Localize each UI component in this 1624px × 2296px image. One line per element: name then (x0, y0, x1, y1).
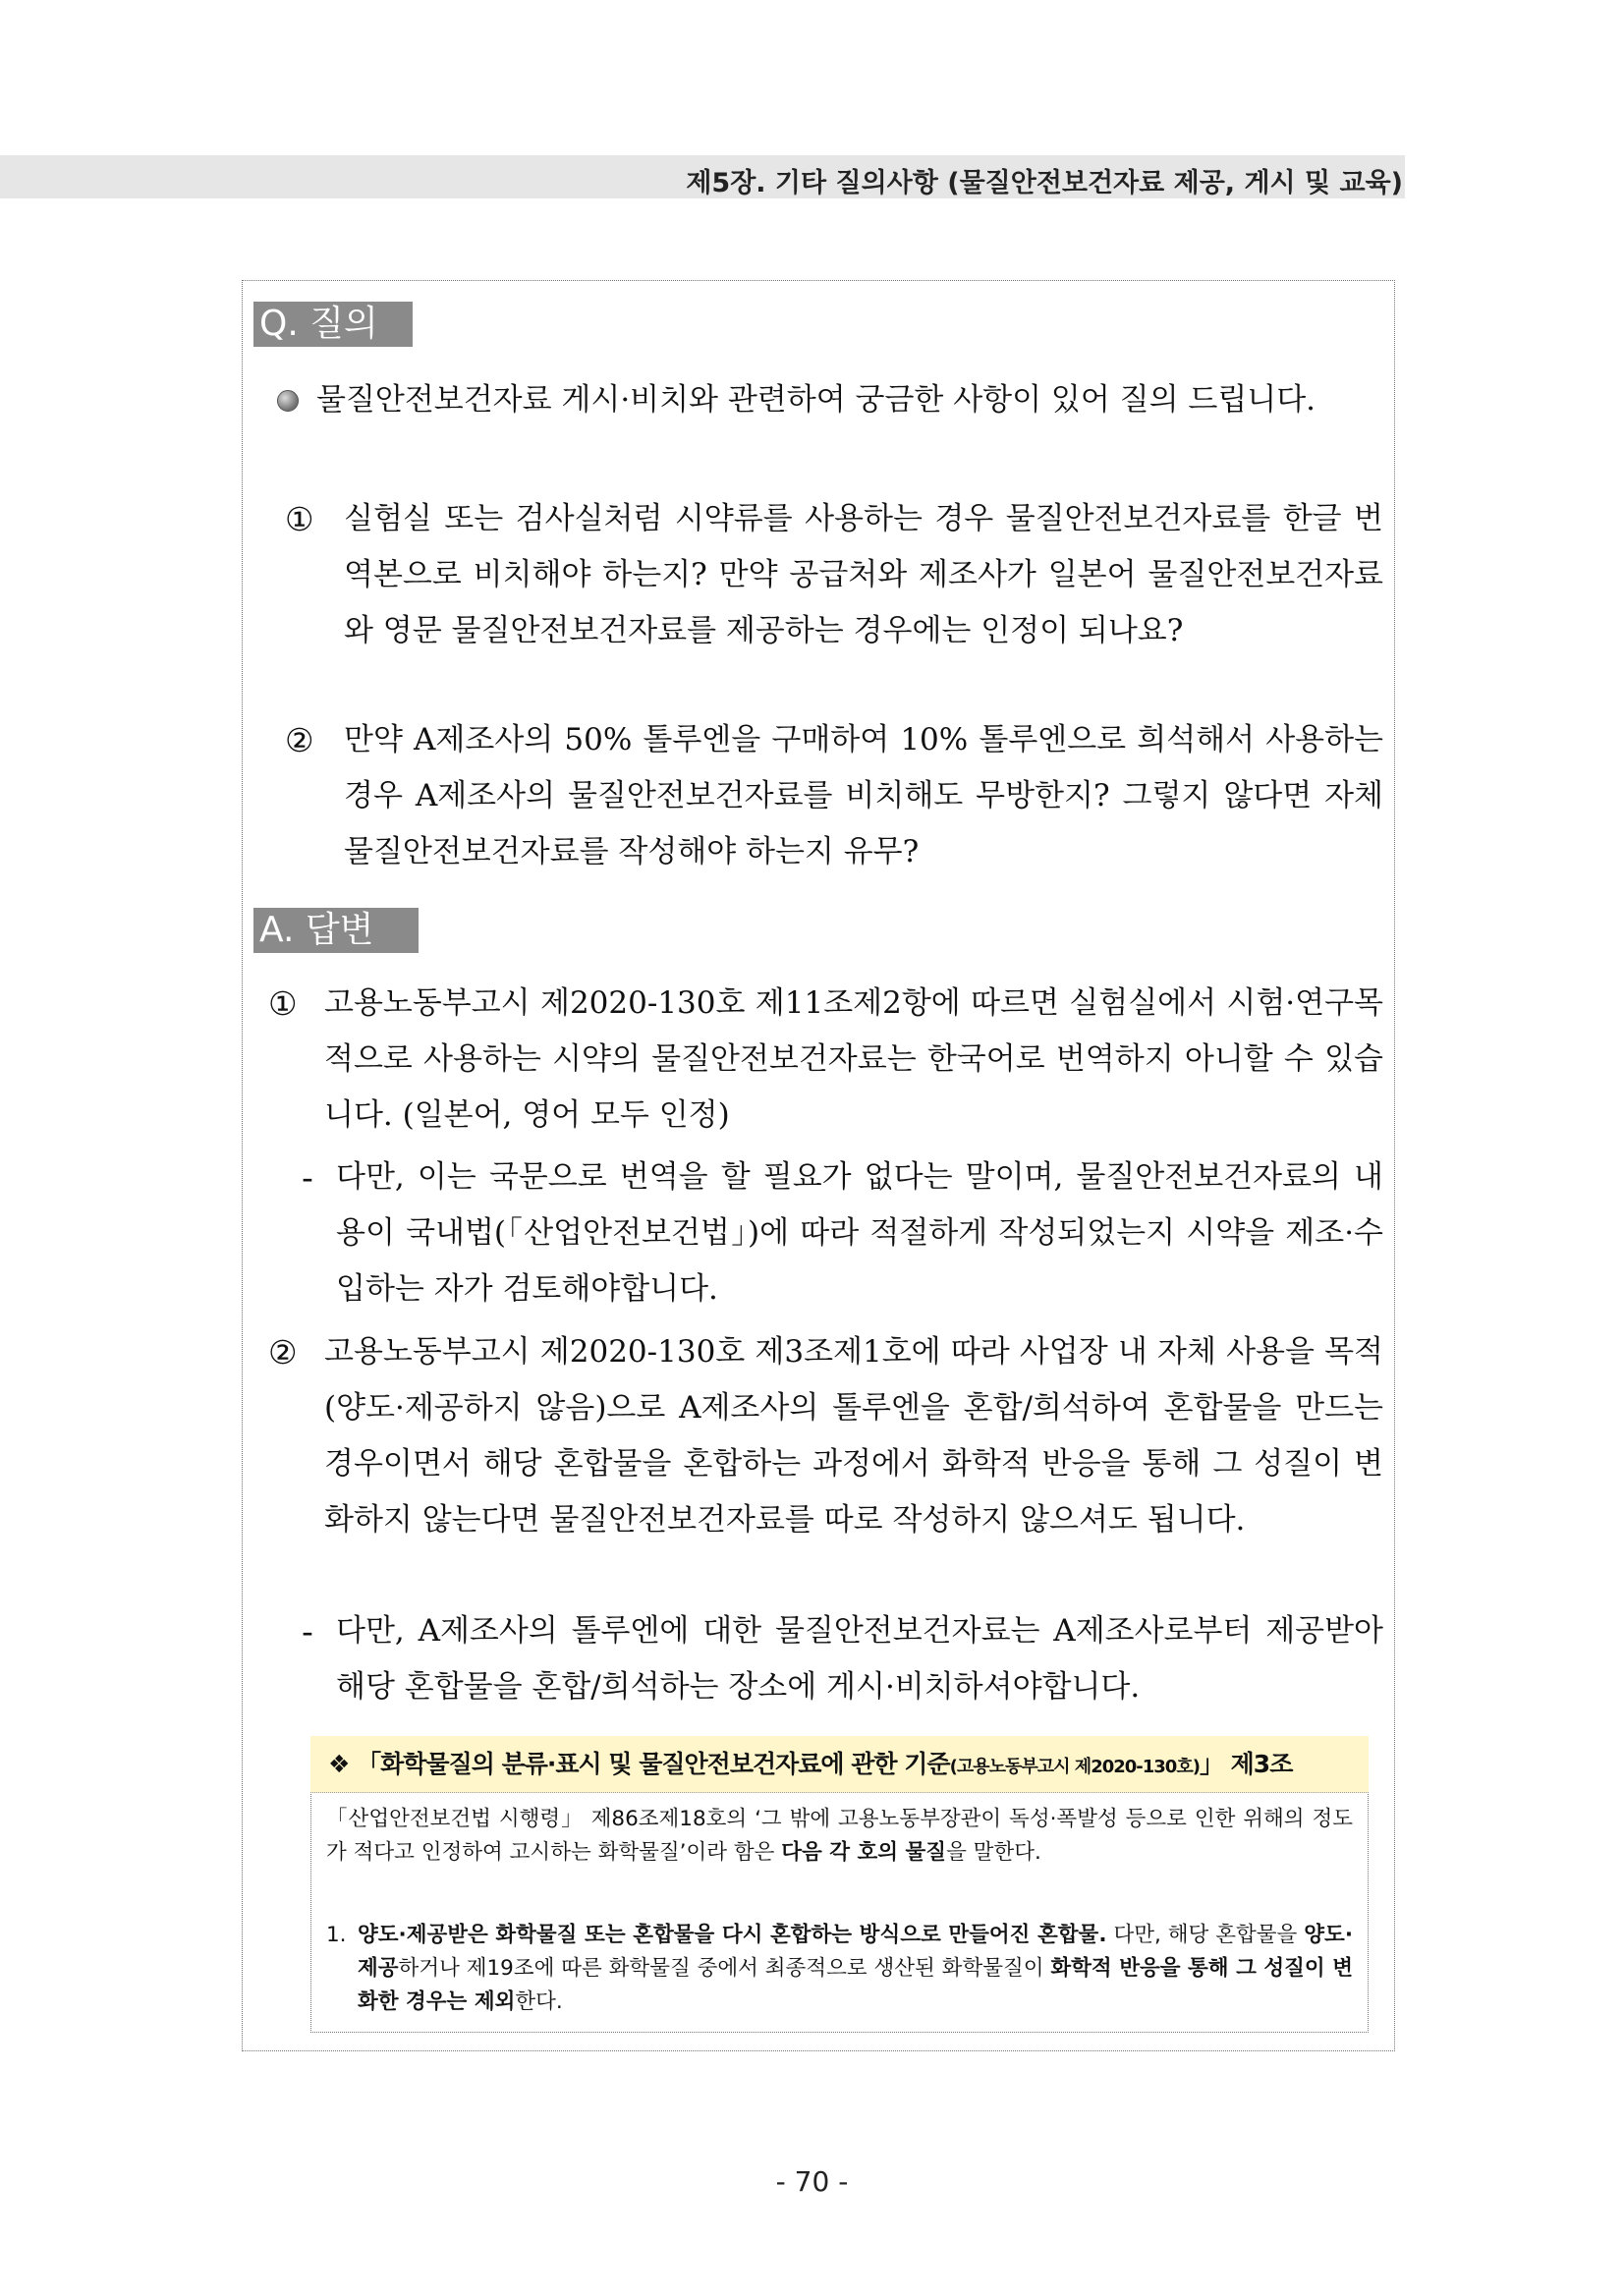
reference-para-text-1: 「산업안전보건법 시행령」 제86조제18호의 ‘그 밖에 고용노동부장관이 독성·폭발성 등으로 인한 위해의 정도가 적다고 인정하여 고시하는 화학물질’이라 함은 (326, 1807, 1353, 1865)
reference-title-small: (고용노동부고시 제2020-130호) (949, 1757, 1200, 1777)
question-item-1-marker: ① (285, 500, 314, 538)
reference-title-prefix: ❖ 「화학물질의 분류·표시 및 물질안전보건자료에 관한 기준 (328, 1750, 950, 1778)
question-intro: 물질안전보건자료 게시·비치와 관련하여 궁금한 사항이 있어 질의 드립니다. (316, 382, 1316, 418)
reference-item-text-2: 하거나 제19조에 따른 화학물질 중에서 최종적으로 생산된 화학물질이 (398, 1956, 1051, 1981)
reference-item-text (358, 1919, 1353, 2019)
reference-para-text-2: 을 말한다. (946, 1840, 1041, 1865)
answer-item-1-marker: ① (268, 984, 298, 1023)
answer-label: A. 답변 (253, 908, 419, 953)
question-item-2-text: 만약 A제조사의 50% 톨루엔을 구매하여 10% 톨루엔으로 희석해서 사용하는 경우 A제조사의 물질안전보건자료를 비치해도 무방한지? 그렇지 않다면 자체 물질안전보건자료를 작성해야 하는지 유무? (344, 722, 1383, 869)
reference-item-bold-3: 화학적 반응을 통해 그 성질이 변화한 경우는 제외 (358, 1956, 1353, 2014)
reference-para-bold: 다음 각 호의 물질 (781, 1840, 947, 1865)
reference-title-suffix: 」 제3조 (1199, 1750, 1293, 1778)
question-item-1-text: 실험실 또는 검사실처럼 시약류를 사용하는 경우 물질안전보건자료를 한글 번역본으로 비치해야 하는지? 만약 공급처와 제조사가 일본어 물질안전보건자료와 영문 물질안전보건자료를 제공하는 경우에는 인정이 되나요? (344, 501, 1383, 648)
answer-note-1-text: 다만, 이는 국문으로 번역을 할 필요가 없다는 말이며, 물질안전보건자료의 내용이 국내법(「산업안전보건법」)에 따라 적절하게 작성되었는지 시약을 제조·수입하는 자가 검토해야합니다. (336, 1159, 1383, 1307)
question-label: Q. 질의 (253, 302, 413, 347)
question-item-2-marker: ② (285, 721, 314, 759)
reference-paragraph (326, 1803, 1353, 1870)
chapter-header: 제5장. 기타 질의사항 (물질안전보건자료 제공, 게시 및 교육) (686, 168, 1403, 198)
answer-note-2-text: 다만, A제조사의 톨루엔에 대한 물질안전보건자료는 A제조사로부터 제공받아 해당 혼합물을 혼합/희석하는 장소에 게시·비치하셔야합니다. (336, 1613, 1383, 1705)
answer-note-1-marker: - (302, 1158, 313, 1197)
page-number: - 70 - (775, 2165, 849, 2198)
answer-item-2-marker: ② (268, 1333, 298, 1372)
answer-item-2-text: 고용노동부고시 제2020-130호 제3조제1호에 따라 사업장 내 자체 사용을 목적(양도·제공하지 않음)으로 A제조사의 톨루엔을 혼합/희석하여 혼합물을 만드는 경우이면서 해당 혼합물을 혼합하는 과정에서 화학적 반응을 통해 그 성질이 변화하지 않는다면 물질안전보건자료를 따로 작성하지 않으셔도 됩니다. (324, 1334, 1383, 1538)
answer-note-2-marker: - (302, 1612, 313, 1651)
bullet-icon (277, 390, 299, 412)
answer-item-1-text: 고용노동부고시 제2020-130호 제11조제2항에 따르면 실험실에서 시험·연구목적으로 사용하는 시약의 물질안전보건자료는 한국어로 번역하지 아니할 수 있습니다. (일본어, 영어 모두 인정) (324, 985, 1383, 1133)
reference-item-text-1: 다만, 해당 혼합물을 (1106, 1923, 1305, 1947)
reference-title (328, 1745, 1292, 1780)
reference-item-bold-2: 양도·제공 (358, 1923, 1353, 1981)
reference-item-text-3: 한다. (515, 1989, 563, 2014)
reference-item-bold-1: 양도·제공받은 화학물질 또는 혼합물을 다시 혼합하는 방식으로 만들어진 혼합물. (358, 1923, 1107, 1947)
reference-item-number: 1. (326, 1923, 347, 1947)
